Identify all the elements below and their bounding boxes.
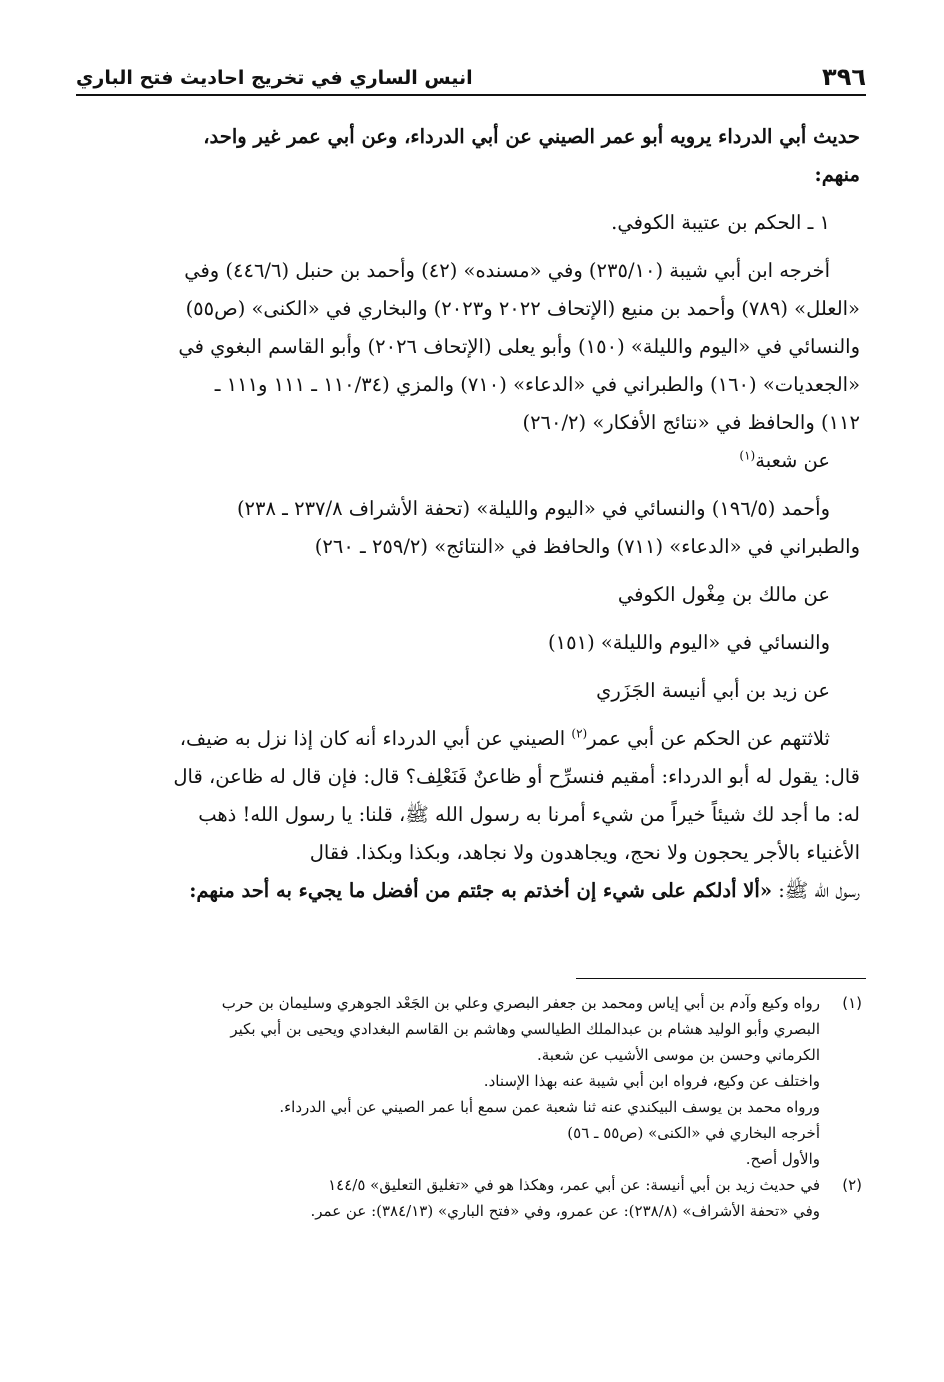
matn-line: قال: يقول له أبو الدرداء: أمقيم فنسرِّح أو ظاعنٌ فَنَعْلِف؟ قال: فإن قال له ظاعن، قال — [173, 765, 860, 788]
narrator-heading-text: ١ ـ الحكم بن عتيبة الكوفي. — [611, 211, 830, 234]
intro-paragraph — [92, 118, 860, 194]
footnote-line: أخرجه البخاري في «الكنى» (ص٥٥ ـ ٥٦) — [567, 1124, 820, 1142]
takhrij-line: والنسائي في «اليوم والليلة» (١٥١) — [548, 631, 830, 654]
footnote-line: البصري وأبو الوليد هشام بن عبدالملك الطيالسي وهاشم بن القاسم البغدادي ويحيى بن أبي بكير — [230, 1020, 820, 1038]
matn-text: رسول الله ﷺ: — [772, 879, 860, 902]
chain-zayd — [92, 672, 860, 710]
takhrij-line: والنسائي في «اليوم والليلة» (١٥٠) وأبو يعلى (الإتحاف ٢٠٢٦) وأبو القاسم البغوي في — [178, 335, 860, 358]
footnote-1 — [98, 990, 862, 1172]
footnote-body — [98, 990, 820, 1172]
footnote-separator — [576, 978, 866, 979]
matn-line — [92, 720, 860, 758]
footnote-number: (١) — [842, 994, 862, 1012]
running-title: انيس الساري في تخريج احاديث فتح الباري — [76, 67, 473, 89]
matn-text: ثلاثتهم عن الحكم عن أبي عمر — [587, 727, 830, 750]
matn-text: الصيني عن أبي الدرداء أنه كان إذا نزل به ضيف، — [179, 727, 572, 750]
footnote-line: الكرماني وحسن بن موسى الأشيب عن شعبة. — [536, 1046, 820, 1064]
page-header — [76, 58, 866, 96]
intro-line: منهم: — [814, 163, 860, 186]
takhrij-paragraph-2 — [92, 490, 860, 566]
footnote-line: في حديث زيد بن أبي أنيسة: عن أبي عمر، وهكذا هو في «تغليق التعليق» ١٤٤/٥ — [328, 1176, 820, 1194]
page-number: ٣٩٦ — [822, 63, 866, 91]
intro-line: حديث أبي الدرداء يرويه أبو عمر الصيني عن أبي الدرداء، وعن أبي عمر غير واحد، — [203, 125, 860, 148]
takhrij-line: أخرجه ابن أبي شيبة (٢٣٥/١٠) وفي «مسنده» (٤٢) وأحمد بن حنبل (٤٤٦/٦) وفي — [184, 259, 830, 282]
footnote-2 — [98, 1172, 862, 1224]
footnote-line: وفي «تحفة الأشراف» (٢٣٨/٨): عن عمرو، وفي «فتح الباري» (٣٨٤/١٣): عن عمر. — [310, 1202, 820, 1220]
footnote-number: (٢) — [842, 1176, 862, 1194]
chain-text: عن زيد بن أبي أنيسة الجَزَري — [596, 679, 830, 702]
takhrij-paragraph-1 — [92, 252, 860, 442]
narrator-heading — [92, 204, 860, 242]
matn-line — [92, 872, 860, 910]
footnote-line: واختلف عن وكيع، فرواه ابن أبي شيبة عنه بهذا الإسناد. — [483, 1072, 820, 1090]
footnote-body — [98, 1172, 820, 1224]
footnote-ref[interactable]: (١) — [739, 448, 756, 463]
takhrij-line: ١١٢) والحافظ في «نتائج الأفكار» (٢٦٠/٢) — [522, 411, 860, 434]
takhrij-line: «العلل» (٧٨٩) وأحمد بن منيع (الإتحاف ٢٠٢٢ و٢٠٢٣) والبخاري في «الكنى» (ص٥٥) — [185, 297, 860, 320]
takhrij-line: «الجعديات» (١٦٠) والطبراني في «الدعاء» (٧١٠) والمزي (١١٠/٣٤ ـ ١١١ و١١١ ـ — [214, 373, 860, 396]
takhrij-line: والطبراني في «الدعاء» (٧١١) والحافظ في «النتائج» (٢٥٩/٢ ـ ٢٦٠) — [314, 535, 860, 558]
takhrij-line: وأحمد (١٩٦/٥) والنسائي في «اليوم والليلة» (تحفة الأشراف ٢٣٧/٨ ـ ٢٣٨) — [236, 497, 830, 520]
chain-malik — [92, 576, 860, 614]
prophetic-saying: «ألا أدلكم على شيء إن أخذتم به جئتم من أفضل ما يجيء به أحد منهم: — [189, 879, 773, 902]
footnotes — [98, 990, 862, 1224]
hadith-matn — [92, 720, 860, 910]
takhrij-paragraph-3 — [92, 624, 860, 662]
footnote-line: رواه وكيع وآدم بن أبي إياس ومحمد بن جعفر البصري وعلي بن الجَعْد الجوهري وسليمان بن حرب — [221, 994, 820, 1012]
footnote-line: والأول أصح. — [745, 1150, 820, 1168]
chain-text: عن مالك بن مِغْول الكوفي — [617, 583, 830, 606]
chain-text: عن شعبة — [755, 449, 830, 472]
matn-line: له: ما أجد لك شيئاً خيراً من شيء أمرنا به رسول الله ﷺ، قلنا: يا رسول الله! ذهب — [198, 803, 860, 826]
chain-shuba — [92, 442, 860, 480]
matn-line: الأغنياء بالأجر يحجون ولا نحج، ويجاهدون ولا نجاهد، وبكذا وبكذا. فقال — [309, 841, 860, 864]
main-text — [92, 118, 860, 910]
footnote-ref[interactable]: (٢) — [571, 726, 588, 741]
footnote-line: ورواه محمد بن يوسف البيكندي عنه ثنا شعبة عمن سمع أبا عمر الصيني عن أبي الدرداء. — [279, 1098, 820, 1116]
